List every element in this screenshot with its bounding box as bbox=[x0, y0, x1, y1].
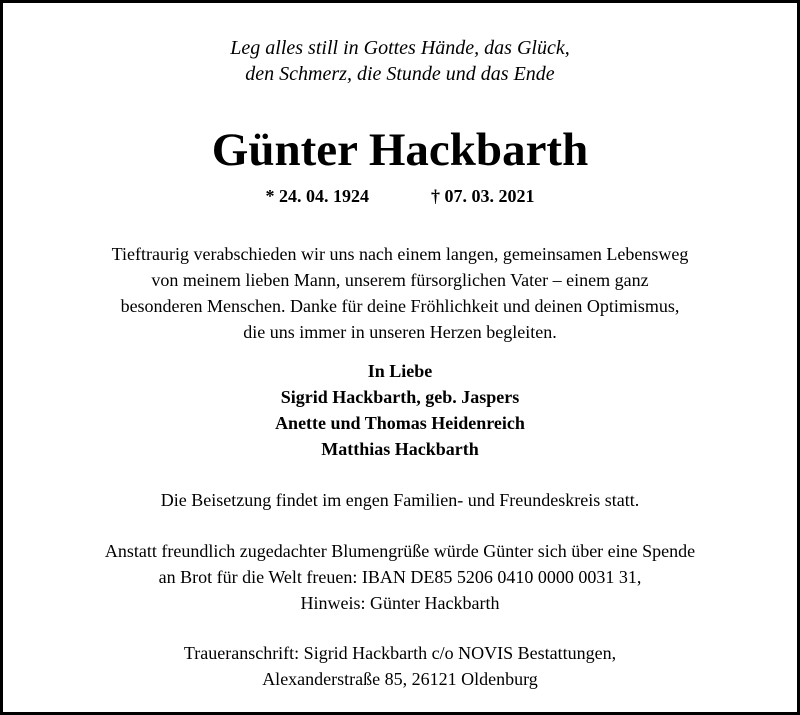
signatures bbox=[13, 358, 787, 462]
address-line: Alexanderstraße 85, 26121 Oldenburg bbox=[262, 669, 538, 689]
life-dates bbox=[13, 184, 787, 208]
deceased-name: Günter Hackbarth bbox=[211, 124, 589, 176]
donation-line: Hinweis: Günter Hackbarth bbox=[300, 593, 500, 613]
donation-line: an Brot für die Welt freuen: IBAN DE85 5206 0410 0000 0031 31, bbox=[158, 567, 642, 587]
signature-line: Sigrid Hackbarth, geb. Jaspers bbox=[280, 387, 520, 407]
message-line: die uns immer in unseren Herzen begleiten. bbox=[243, 322, 557, 342]
verse-line: Leg alles still in Gottes Hände, das Glück, bbox=[230, 37, 570, 59]
donation-request bbox=[13, 538, 787, 616]
condolence-address bbox=[13, 640, 787, 692]
message-line: Tieftraurig verabschieden wir uns nach einem langen, gemeinsamen Lebensweg bbox=[111, 244, 689, 264]
verse-line: den Schmerz, die Stunde und das Ende bbox=[245, 63, 555, 85]
message-line: besonderen Menschen. Danke für deine Fröhlichkeit und deinen Optimismus, bbox=[120, 296, 680, 316]
verse bbox=[13, 35, 787, 87]
farewell-message bbox=[13, 241, 787, 345]
address-line: Traueranschrift: Sigrid Hackbarth c/o NOVIS Bestattungen, bbox=[183, 643, 617, 663]
birth-date: * 24. 04. 1924 bbox=[265, 186, 369, 206]
signature-line: In Liebe bbox=[367, 361, 433, 381]
message-line: von meinem lieben Mann, unserem fürsorglichen Vater – einem ganz bbox=[151, 270, 649, 290]
signature-line: Matthias Hackbarth bbox=[321, 439, 479, 459]
death-date: † 07. 03. 2021 bbox=[431, 186, 535, 206]
donation-line: Anstatt freundlich zugedachter Blumengrüße würde Günter sich über eine Spende bbox=[104, 541, 696, 561]
signature-line: Anette und Thomas Heidenreich bbox=[275, 413, 525, 433]
funeral-notice: Die Beisetzung findet im engen Familien- und Freundeskreis statt. bbox=[160, 490, 640, 510]
